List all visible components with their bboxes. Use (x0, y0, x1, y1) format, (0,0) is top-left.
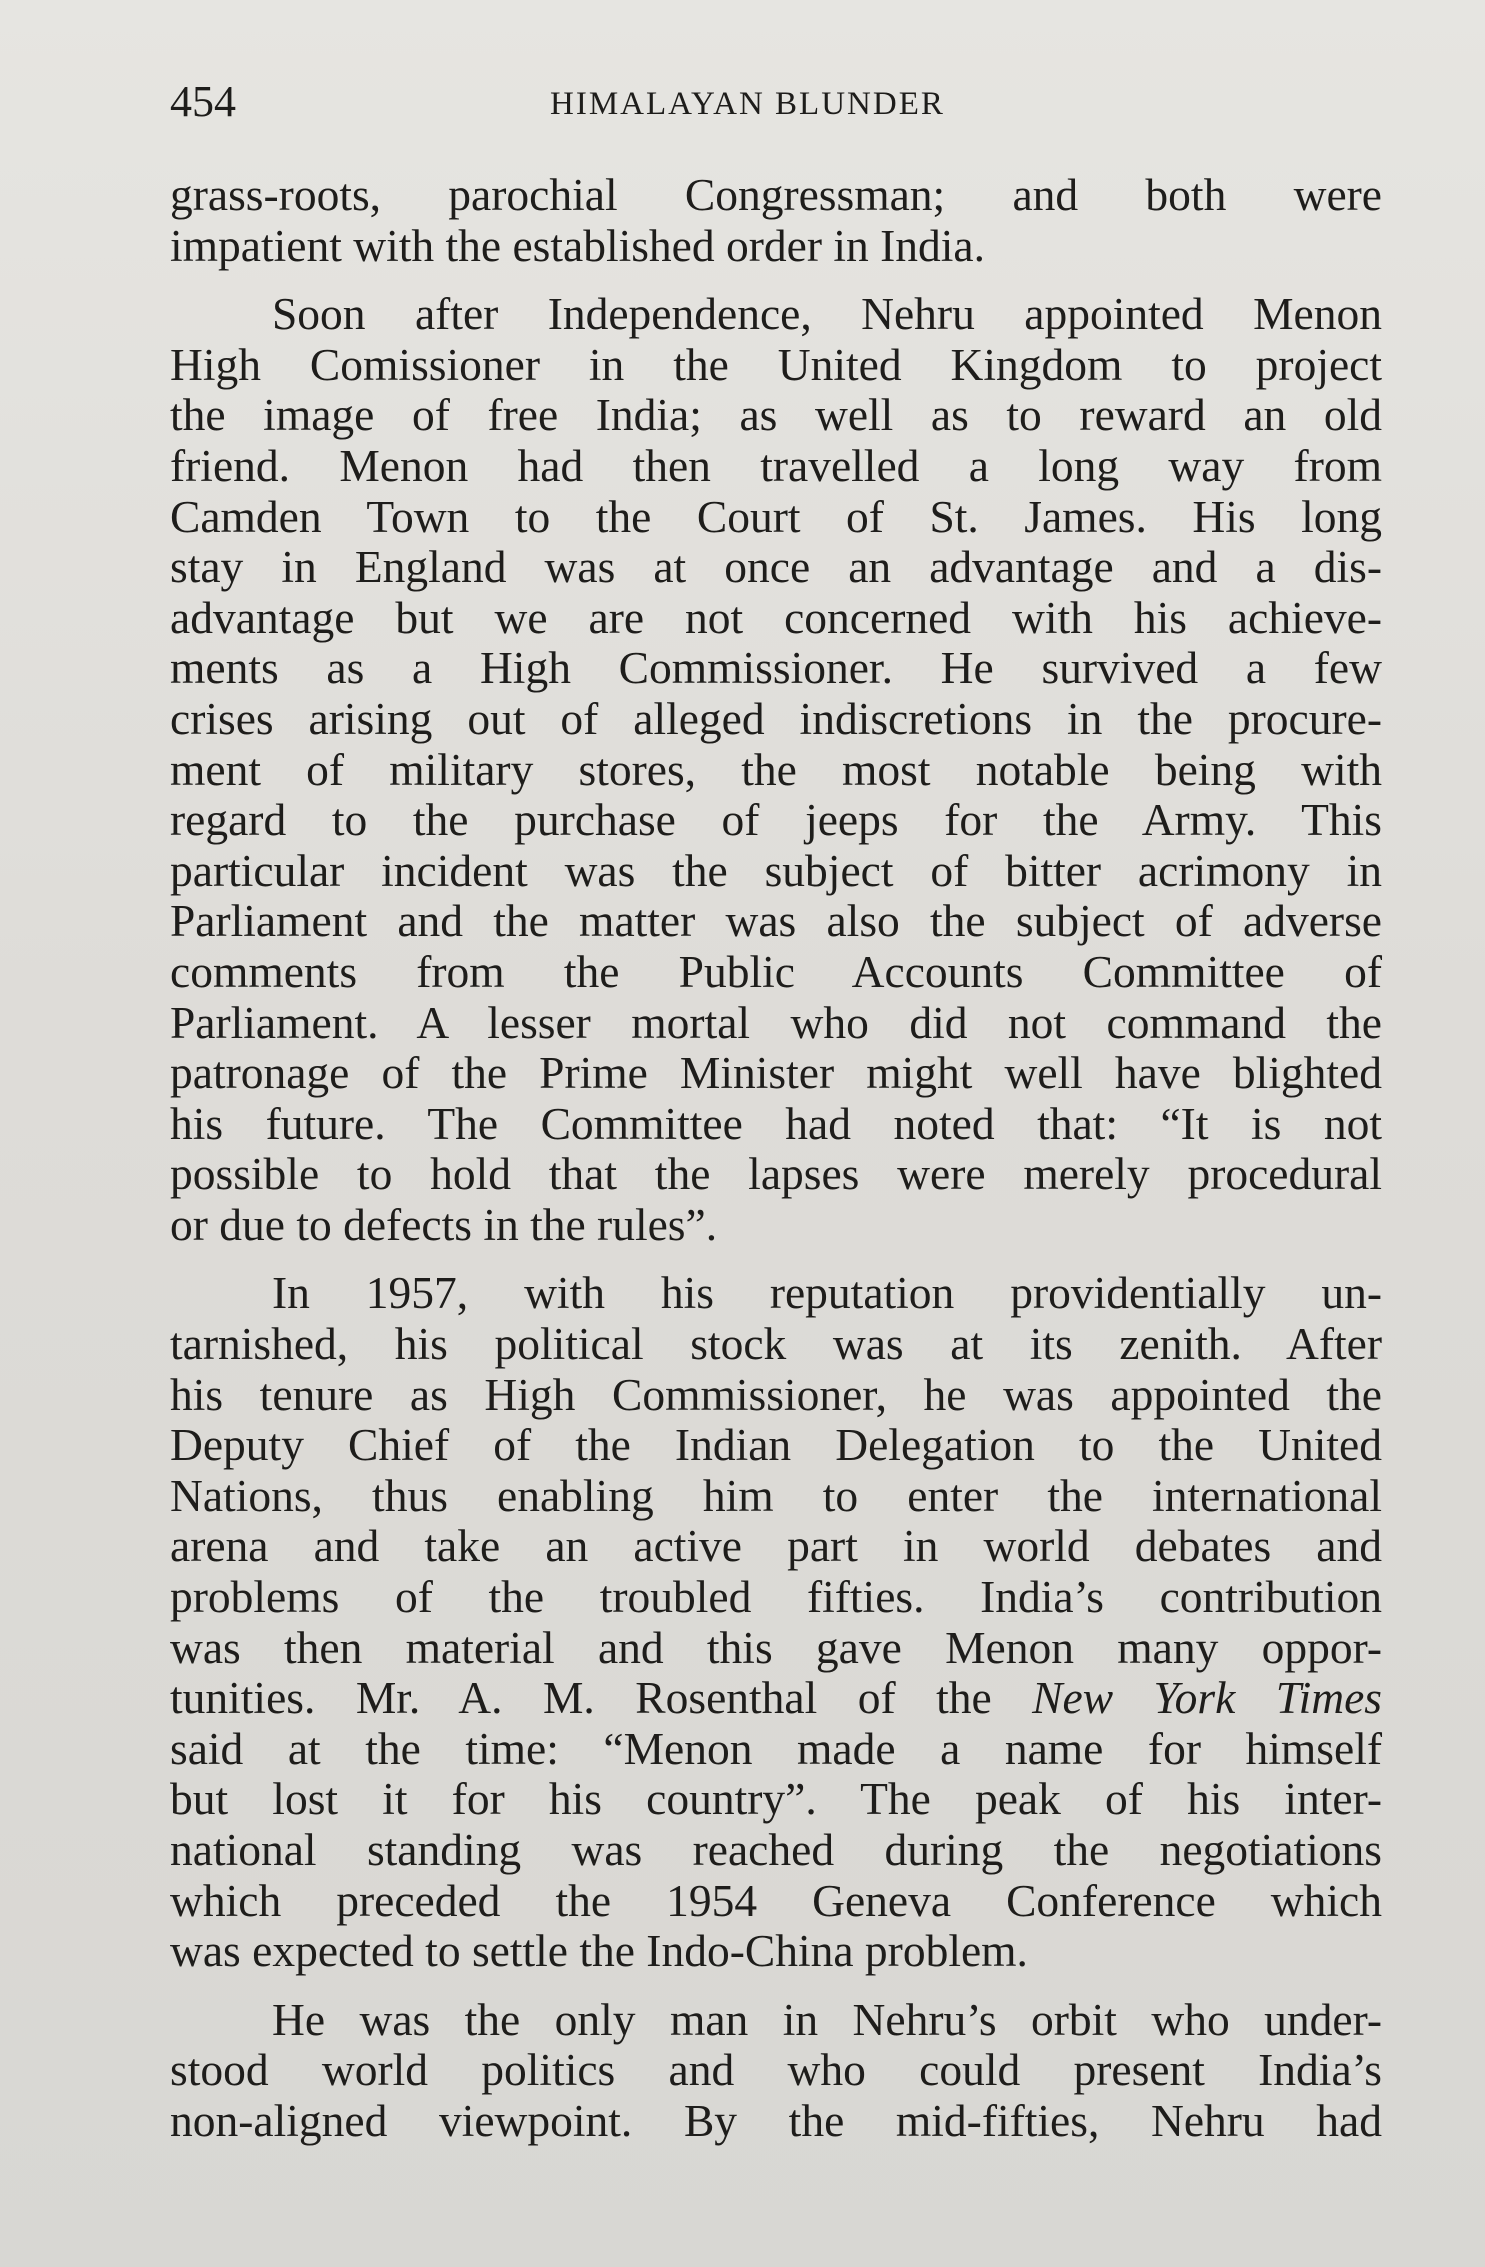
text-line: He was the only man in Nehru’s orbit who under- (272, 1993, 1382, 2045)
text-line: patronage of the Prime Minister might well have blighted (170, 1047, 1382, 1099)
text-line: stood world politics and who could present India’s (170, 2044, 1382, 2096)
text-line-with-title (170, 1673, 1382, 1724)
text-line: tarnished, his political stock was at its zenith. After (170, 1318, 1382, 1370)
text-line: Nations, thus enabling him to enter the international (170, 1469, 1382, 1521)
running-head: HIMALAYAN BLUNDER (550, 86, 945, 122)
text-line: was expected to settle the Indo-China problem. (170, 1925, 1028, 1977)
text-line: comments from the Public Accounts Committee of (170, 945, 1382, 997)
text-line: ments as a High Commissioner. He survived a few (170, 642, 1382, 694)
text-line: particular incident was the subject of bitter acrimony in (170, 844, 1382, 896)
page-number: 454 (170, 77, 236, 126)
text-line: Parliament. A lesser mortal who did not command the (170, 996, 1382, 1048)
newspaper-title: New York Times (1032, 1672, 1382, 1724)
text-line: which preceded the 1954 Geneva Conference which (170, 1874, 1382, 1926)
text-line: Parliament and the matter was also the subject of adverse (170, 895, 1382, 947)
text-line: High Comissioner in the United Kingdom to project (170, 338, 1382, 390)
text-fragment: tunities. Mr. A. M. Rosenthal of the (170, 1672, 1033, 1724)
text-line: the image of free India; as well as to reward an old (170, 389, 1382, 441)
text-line: arena and take an active part in world debates and (170, 1520, 1382, 1572)
text-line: advantage but we are not concerned with his achieve- (170, 591, 1382, 643)
paragraph-1 (170, 170, 1382, 271)
text-line: friend. Menon had then travelled a long way from (170, 439, 1382, 491)
text-line: grass-roots, parochial Congressman; and both were (170, 169, 1382, 220)
text-line: Camden Town to the Court of St. James. His long (170, 490, 1382, 542)
paragraph-2 (170, 289, 1382, 1250)
text-line: his future. The Committee had noted that: “It is not (170, 1097, 1382, 1149)
text-line: or due to defects in the rules”. (170, 1198, 718, 1250)
text-line: ment of military stores, the most notable being with (170, 743, 1382, 795)
text-line: impatient with the established order in India. (170, 219, 986, 271)
page-header (170, 72, 1382, 132)
text-line: his tenure as High Commissioner, he was appointed the (170, 1368, 1382, 1420)
text-line: said at the time: “Menon made a name for himself (170, 1722, 1382, 1774)
text-line: crises arising out of alleged indiscretions in the procure- (170, 692, 1382, 744)
text-line: Deputy Chief of the Indian Delegation to the United (170, 1419, 1382, 1471)
text-line: problems of the troubled fifties. India’s contribution (170, 1571, 1382, 1623)
text-line: stay in England was at once an advantage and a dis- (170, 541, 1382, 593)
text-line: but lost it for his country”. The peak of his inter- (170, 1773, 1382, 1825)
text-line: possible to hold that the lapses were merely procedural (170, 1148, 1382, 1200)
text-line: Soon after Independence, Nehru appointed Menon (272, 288, 1382, 340)
text-line: regard to the purchase of jeeps for the Army. This (170, 794, 1382, 846)
paragraph-3 (170, 1268, 1382, 1976)
text-line: was then material and this gave Menon many oppor- (170, 1621, 1382, 1673)
text-line: national standing was reached during the negotiations (170, 1824, 1382, 1875)
paragraph-4 (170, 1995, 1382, 2147)
text-line: In 1957, with his reputation providentially un- (272, 1267, 1382, 1319)
body-text (170, 170, 1382, 2165)
text-line: non-aligned viewpoint. By the mid-fifties, Nehru had (170, 2094, 1382, 2146)
